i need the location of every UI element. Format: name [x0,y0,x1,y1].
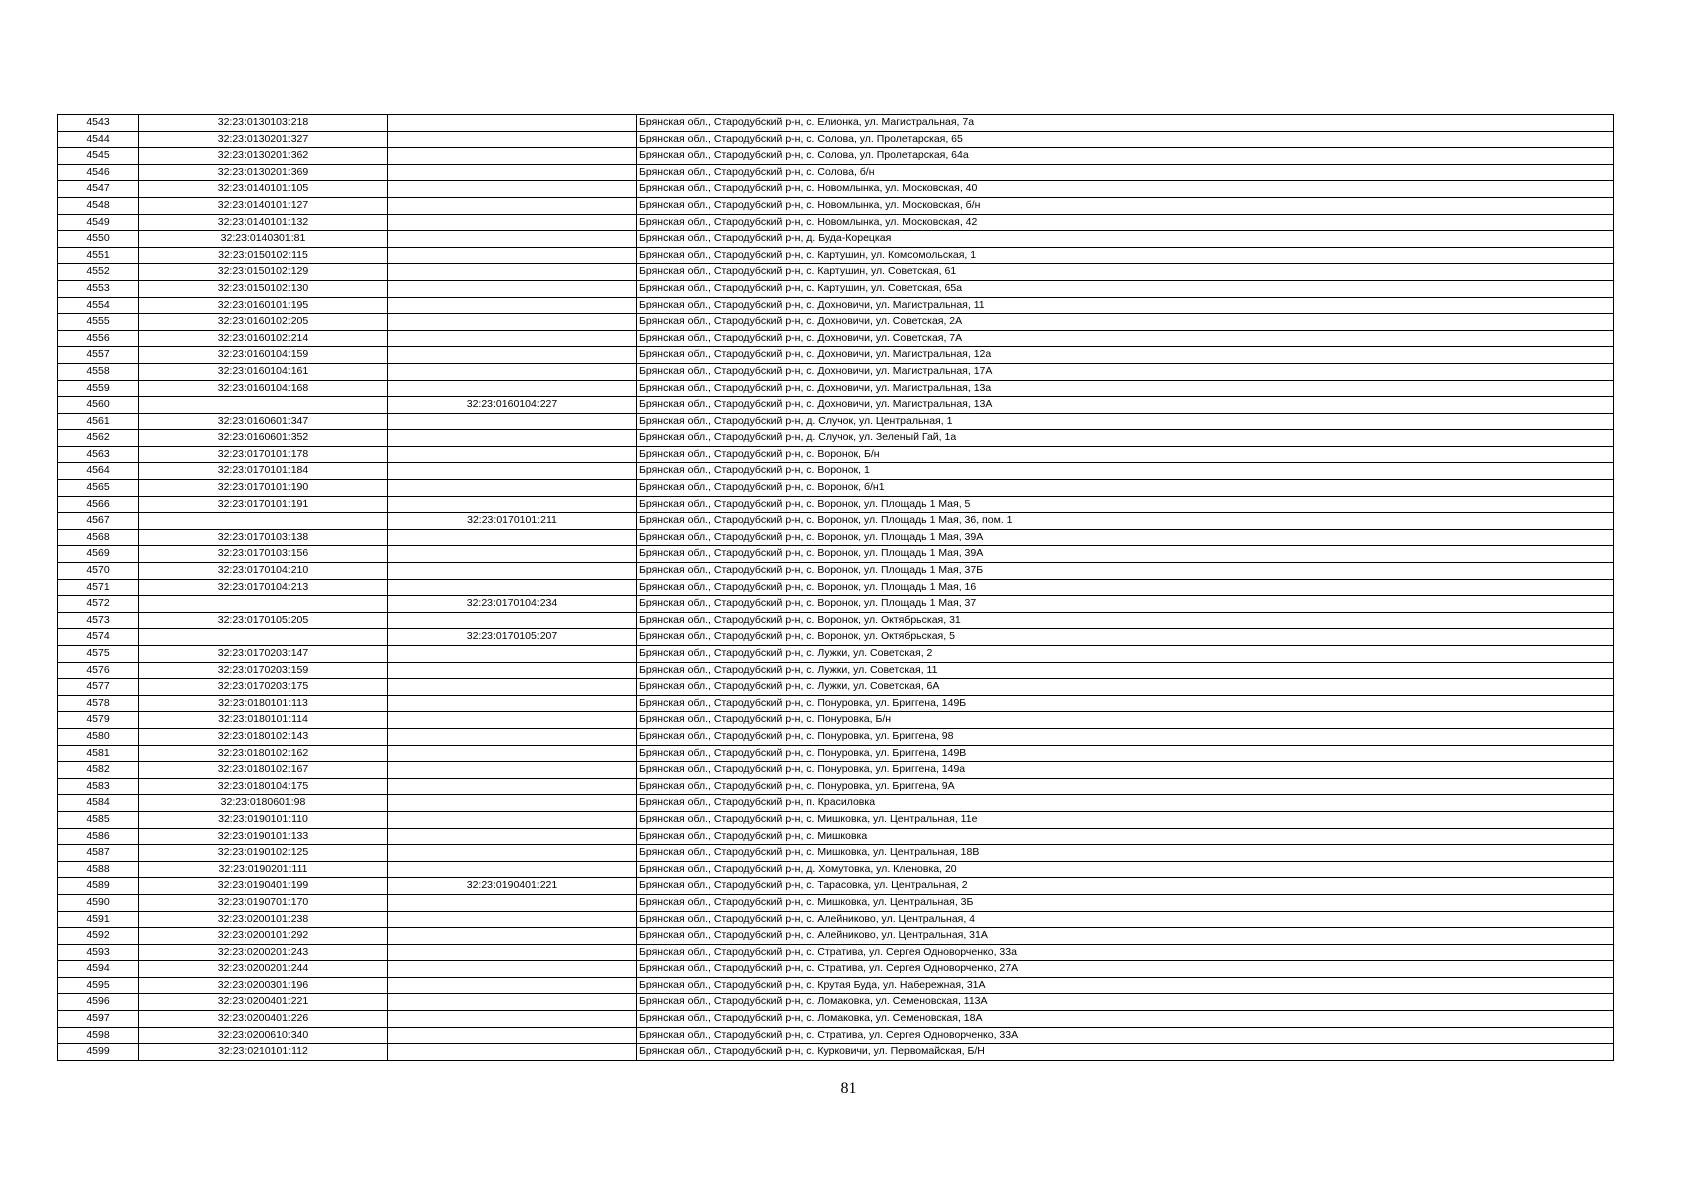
row-number-cell: 4579 [58,712,139,729]
table-row [58,977,1614,994]
cadastral-number-alt-cell [388,612,637,629]
cadastral-number-cell: 32:23:0200610:340 [139,1027,388,1044]
row-number-cell: 4578 [58,695,139,712]
cadastral-number-alt-cell [388,181,637,198]
address-cell: Брянская обл., Стародубский р-н, с. Воронок, 1 [637,463,1614,480]
table-row [58,944,1614,961]
address-cell: Брянская обл., Стародубский р-н, с. Лужки, ул. Советская, 2 [637,646,1614,663]
row-number-cell: 4568 [58,529,139,546]
row-number-cell: 4557 [58,347,139,364]
cadastral-number-alt-cell [388,148,637,165]
cadastral-number-alt-cell [388,546,637,563]
table-row [58,480,1614,497]
table-row [58,314,1614,331]
table-row [58,612,1614,629]
cadastral-number-alt-cell [388,297,637,314]
cadastral-number-alt-cell [388,164,637,181]
table-row [58,1027,1614,1044]
row-number-cell: 4564 [58,463,139,480]
table-row [58,928,1614,945]
cadastral-number-alt-cell: 32:23:0170101:211 [388,513,637,530]
cadastral-number-alt-cell [388,695,637,712]
cadastral-number-alt-cell: 32:23:0160104:227 [388,397,637,414]
table-row [58,380,1614,397]
address-cell: Брянская обл., Стародубский р-н, с. Картушин, ул. Советская, 65а [637,280,1614,297]
address-cell: Брянская обл., Стародубский р-н, с. Дохновичи, ул. Магистральная, 13А [637,397,1614,414]
address-cell: Брянская обл., Стародубский р-н, с. Новомлынка, ул. Московская, 40 [637,181,1614,198]
address-cell: Брянская обл., Стародубский р-н, с. Солова, ул. Пролетарская, 65 [637,131,1614,148]
cadastral-number-cell: 32:23:0180102:143 [139,728,388,745]
cadastral-number-alt-cell [388,330,637,347]
row-number-cell: 4567 [58,513,139,530]
table-row [58,330,1614,347]
address-cell: Брянская обл., Стародубский р-н, с. Дохновичи, ул. Магистральная, 17А [637,363,1614,380]
address-cell: Брянская обл., Стародубский р-н, с. Картушин, ул. Советская, 61 [637,264,1614,281]
cadastral-number-alt-cell [388,231,637,248]
cadastral-number-cell: 32:23:0170101:184 [139,463,388,480]
cadastral-number-cell: 32:23:0170203:175 [139,679,388,696]
table-row [58,795,1614,812]
cadastral-number-cell: 32:23:0180102:167 [139,762,388,779]
table-row [58,745,1614,762]
table-row [58,164,1614,181]
cadastral-number-cell: 32:23:0160601:352 [139,430,388,447]
cadastral-number-alt-cell [388,662,637,679]
cadastral-number-cell: 32:23:0140101:127 [139,197,388,214]
cadastral-number-cell: 32:23:0140101:132 [139,214,388,231]
address-cell: Брянская обл., Стародубский р-н, с. Стратива, ул. Сергея Одноворченко, 33А [637,1027,1614,1044]
cadastral-number-alt-cell: 32:23:0170104:234 [388,596,637,613]
row-number-cell: 4583 [58,778,139,795]
cadastral-number-alt-cell [388,944,637,961]
address-cell: Брянская обл., Стародубский р-н, с. Воронок, ул. Площадь 1 Мая, 37 [637,596,1614,613]
row-number-cell: 4562 [58,430,139,447]
address-cell: Брянская обл., Стародубский р-н, с. Понуровка, ул. Бриггена, 98 [637,728,1614,745]
cadastral-number-alt-cell [388,363,637,380]
cadastral-number-cell: 32:23:0150102:129 [139,264,388,281]
address-cell: Брянская обл., Стародубский р-н, с. Картушин, ул. Комсомольская, 1 [637,247,1614,264]
row-number-cell: 4584 [58,795,139,812]
registry-table-body [58,115,1614,1061]
cadastral-number-cell: 32:23:0160601:347 [139,413,388,430]
cadastral-number-cell: 32:23:0150102:130 [139,280,388,297]
row-number-cell: 4571 [58,579,139,596]
row-number-cell: 4566 [58,496,139,513]
table-row [58,695,1614,712]
cadastral-number-cell [139,513,388,530]
table-row [58,712,1614,729]
cadastral-number-cell: 32:23:0190102:125 [139,845,388,862]
cadastral-number-cell: 32:23:0190201:111 [139,861,388,878]
cadastral-number-alt-cell [388,115,637,132]
address-cell: Брянская обл., Стародубский р-н, с. Понуровка, Б/н [637,712,1614,729]
cadastral-number-cell: 32:23:0210101:112 [139,1044,388,1061]
table-row [58,513,1614,530]
cadastral-number-cell: 32:23:0180101:113 [139,695,388,712]
row-number-cell: 4582 [58,762,139,779]
cadastral-number-alt-cell [388,380,637,397]
table-row [58,728,1614,745]
address-cell: Брянская обл., Стародубский р-н, с. Воронок, ул. Октябрьская, 31 [637,612,1614,629]
row-number-cell: 4563 [58,446,139,463]
address-cell: Брянская обл., Стародубский р-н, с. Крутая Буда, ул. Набережная, 31А [637,977,1614,994]
address-cell: Брянская обл., Стародубский р-н, с. Ломаковка, ул. Семеновская, 113А [637,994,1614,1011]
row-number-cell: 4592 [58,928,139,945]
cadastral-number-cell: 32:23:0140101:105 [139,181,388,198]
address-cell: Брянская обл., Стародубский р-н, с. Тарасовка, ул. Центральная, 2 [637,878,1614,895]
address-cell: Брянская обл., Стародубский р-н, с. Воронок, ул. Площадь 1 Мая, 39А [637,529,1614,546]
row-number-cell: 4575 [58,646,139,663]
cadastral-number-alt-cell [388,347,637,364]
row-number-cell: 4572 [58,596,139,613]
table-row [58,446,1614,463]
table-row [58,529,1614,546]
cadastral-number-cell: 32:23:0160104:161 [139,363,388,380]
address-cell: Брянская обл., Стародубский р-н, с. Дохновичи, ул. Магистральная, 12а [637,347,1614,364]
table-row [58,430,1614,447]
row-number-cell: 4560 [58,397,139,414]
table-row [58,596,1614,613]
address-cell: Брянская обл., Стародубский р-н, с. Солова, б/н [637,164,1614,181]
row-number-cell: 4544 [58,131,139,148]
table-row [58,297,1614,314]
cadastral-number-alt-cell [388,911,637,928]
cadastral-number-alt-cell [388,828,637,845]
cadastral-number-cell: 32:23:0170101:190 [139,480,388,497]
row-number-cell: 4558 [58,363,139,380]
address-cell: Брянская обл., Стародубский р-н, д. Случок, ул. Центральная, 1 [637,413,1614,430]
address-cell: Брянская обл., Стародубский р-н, с. Воронок, ул. Площадь 1 Мая, 5 [637,496,1614,513]
row-number-cell: 4570 [58,563,139,580]
address-cell: Брянская обл., Стародубский р-н, с. Воронок, ул. Площадь 1 Мая, 37Б [637,563,1614,580]
row-number-cell: 4585 [58,811,139,828]
row-number-cell: 4561 [58,413,139,430]
cadastral-number-alt-cell [388,264,637,281]
cadastral-number-alt-cell [388,745,637,762]
row-number-cell: 4586 [58,828,139,845]
cadastral-number-alt-cell [388,977,637,994]
row-number-cell: 4589 [58,878,139,895]
cadastral-number-cell: 32:23:0150102:115 [139,247,388,264]
cadastral-number-alt-cell [388,811,637,828]
address-cell: Брянская обл., Стародубский р-н, с. Лужки, ул. Советская, 6А [637,679,1614,696]
row-number-cell: 4580 [58,728,139,745]
address-cell: Брянская обл., Стародубский р-н, с. Дохновичи, ул. Советская, 2А [637,314,1614,331]
cadastral-number-cell: 32:23:0170105:205 [139,612,388,629]
cadastral-number-alt-cell [388,247,637,264]
row-number-cell: 4543 [58,115,139,132]
cadastral-number-cell [139,397,388,414]
address-cell: Брянская обл., Стародубский р-н, с. Алейниково, ул. Центральная, 4 [637,911,1614,928]
cadastral-number-alt-cell [388,762,637,779]
cadastral-number-cell: 32:23:0200201:244 [139,961,388,978]
cadastral-number-alt-cell [388,1027,637,1044]
table-row [58,861,1614,878]
cadastral-number-alt-cell [388,1044,637,1061]
cadastral-number-cell: 32:23:0170101:191 [139,496,388,513]
cadastral-number-alt-cell [388,314,637,331]
table-row [58,563,1614,580]
row-number-cell: 4556 [58,330,139,347]
row-number-cell: 4548 [58,197,139,214]
address-cell: Брянская обл., Стародубский р-н, с. Воронок, ул. Площадь 1 Мая, 39А [637,546,1614,563]
row-number-cell: 4576 [58,662,139,679]
address-cell: Брянская обл., Стародубский р-н, с. Мишковка, ул. Центральная, 11е [637,811,1614,828]
row-number-cell: 4550 [58,231,139,248]
row-number-cell: 4598 [58,1027,139,1044]
address-cell: Брянская обл., Стародубский р-н, д. Хомутовка, ул. Кленовка, 20 [637,861,1614,878]
row-number-cell: 4591 [58,911,139,928]
cadastral-number-alt-cell [388,1011,637,1028]
cadastral-number-cell [139,596,388,613]
cadastral-number-cell: 32:23:0160102:214 [139,330,388,347]
table-row [58,646,1614,663]
address-cell: Брянская обл., Стародубский р-н, с. Воронок, ул. Площадь 1 Мая, 16 [637,579,1614,596]
address-cell: Брянская обл., Стародубский р-н, с. Стратива, ул. Сергея Одноворченко, 27А [637,961,1614,978]
table-row [58,994,1614,1011]
cadastral-number-alt-cell [388,961,637,978]
cadastral-number-cell: 32:23:0160101:195 [139,297,388,314]
address-cell: Брянская обл., Стародубский р-н, с. Понуровка, ул. Бриггена, 149Б [637,695,1614,712]
table-row [58,397,1614,414]
address-cell: Брянская обл., Стародубский р-н, с. Ломаковка, ул. Семеновская, 18А [637,1011,1614,1028]
cadastral-number-cell: 32:23:0190701:170 [139,894,388,911]
cadastral-number-alt-cell [388,994,637,1011]
cadastral-number-cell: 32:23:0170104:210 [139,563,388,580]
table-row [58,231,1614,248]
row-number-cell: 4551 [58,247,139,264]
address-cell: Брянская обл., Стародубский р-н, с. Воронок, ул. Октябрьская, 5 [637,629,1614,646]
cadastral-number-cell: 32:23:0200401:221 [139,994,388,1011]
cadastral-number-cell: 32:23:0170101:178 [139,446,388,463]
address-cell: Брянская обл., Стародубский р-н, с. Воронок, б/н1 [637,480,1614,497]
cadastral-number-cell: 32:23:0170103:138 [139,529,388,546]
row-number-cell: 4593 [58,944,139,961]
address-cell: Брянская обл., Стародубский р-н, с. Понуровка, ул. Бриггена, 149В [637,745,1614,762]
cadastral-number-cell: 32:23:0200201:243 [139,944,388,961]
cadastral-number-cell: 32:23:0180601:98 [139,795,388,812]
cadastral-number-alt-cell [388,197,637,214]
row-number-cell: 4547 [58,181,139,198]
cadastral-number-cell: 32:23:0200101:238 [139,911,388,928]
row-number-cell: 4555 [58,314,139,331]
table-row [58,778,1614,795]
table-row [58,629,1614,646]
address-cell: Брянская обл., Стародубский р-н, д. Случок, ул. Зеленый Гай, 1а [637,430,1614,447]
address-cell: Брянская обл., Стародубский р-н, с. Воронок, ул. Площадь 1 Мая, 36, пом. 1 [637,513,1614,530]
table-row [58,181,1614,198]
cadastral-number-cell: 32:23:0170203:147 [139,646,388,663]
cadastral-number-alt-cell [388,894,637,911]
cadastral-number-cell: 32:23:0140301:81 [139,231,388,248]
cadastral-number-alt-cell [388,728,637,745]
cadastral-number-alt-cell [388,679,637,696]
table-row [58,579,1614,596]
row-number-cell: 4595 [58,977,139,994]
address-cell: Брянская обл., Стародубский р-н, с. Стратива, ул. Сергея Одноворченко, 33а [637,944,1614,961]
cadastral-number-cell: 32:23:0170104:213 [139,579,388,596]
cadastral-number-cell: 32:23:0190401:199 [139,878,388,895]
cadastral-number-alt-cell [388,861,637,878]
cadastral-number-alt-cell [388,579,637,596]
cadastral-number-alt-cell [388,778,637,795]
table-row [58,961,1614,978]
table-row [58,463,1614,480]
cadastral-number-alt-cell [388,214,637,231]
address-cell: Брянская обл., Стародубский р-н, с. Новомлынка, ул. Московская, б/н [637,197,1614,214]
row-number-cell: 4549 [58,214,139,231]
table-row [58,911,1614,928]
row-number-cell: 4554 [58,297,139,314]
registry-table [57,114,1614,1061]
row-number-cell: 4553 [58,280,139,297]
table-row [58,1011,1614,1028]
row-number-cell: 4545 [58,148,139,165]
row-number-cell: 4573 [58,612,139,629]
cadastral-number-cell: 32:23:0130201:327 [139,131,388,148]
address-cell: Брянская обл., Стародубский р-н, с. Елионка, ул. Магистральная, 7а [637,115,1614,132]
address-cell: Брянская обл., Стародубский р-н, с. Мишковка [637,828,1614,845]
address-cell: Брянская обл., Стародубский р-н, с. Дохновичи, ул. Магистральная, 13а [637,380,1614,397]
cadastral-number-alt-cell [388,646,637,663]
address-cell: Брянская обл., Стародубский р-н, с. Дохновичи, ул. Советская, 7А [637,330,1614,347]
address-cell: Брянская обл., Стародубский р-н, с. Лужки, ул. Советская, 11 [637,662,1614,679]
address-cell: Брянская обл., Стародубский р-н, с. Мишковка, ул. Центральная, 3Б [637,894,1614,911]
row-number-cell: 4594 [58,961,139,978]
row-number-cell: 4587 [58,845,139,862]
cadastral-number-cell: 32:23:0170103:156 [139,546,388,563]
address-cell: Брянская обл., Стародубский р-н, с. Мишковка, ул. Центральная, 18В [637,845,1614,862]
cadastral-number-alt-cell [388,795,637,812]
cadastral-number-cell: 32:23:0130201:369 [139,164,388,181]
row-number-cell: 4596 [58,994,139,1011]
cadastral-number-alt-cell [388,529,637,546]
cadastral-number-cell: 32:23:0170203:159 [139,662,388,679]
address-cell: Брянская обл., Стародубский р-н, с. Курковичи, ул. Первомайская, Б/Н [637,1044,1614,1061]
row-number-cell: 4577 [58,679,139,696]
table-row [58,131,1614,148]
table-row [58,148,1614,165]
cadastral-number-cell [139,629,388,646]
row-number-cell: 4574 [58,629,139,646]
table-row [58,878,1614,895]
address-cell: Брянская обл., Стародубский р-н, с. Алейниково, ул. Центральная, 31А [637,928,1614,945]
cadastral-number-cell: 32:23:0200301:196 [139,977,388,994]
table-row [58,115,1614,132]
table-row [58,413,1614,430]
row-number-cell: 4581 [58,745,139,762]
cadastral-number-cell: 32:23:0190101:110 [139,811,388,828]
cadastral-number-cell: 32:23:0180102:162 [139,745,388,762]
table-row [58,546,1614,563]
cadastral-number-alt-cell [388,413,637,430]
cadastral-number-alt-cell [388,845,637,862]
cadastral-number-alt-cell [388,430,637,447]
cadastral-number-alt-cell [388,131,637,148]
cadastral-number-alt-cell [388,480,637,497]
table-row [58,280,1614,297]
table-row [58,662,1614,679]
table-row [58,1044,1614,1061]
address-cell: Брянская обл., Стародубский р-н, с. Понуровка, ул. Бриггена, 9А [637,778,1614,795]
address-cell: Брянская обл., Стародубский р-н, с. Понуровка, ул. Бриггена, 149а [637,762,1614,779]
row-number-cell: 4565 [58,480,139,497]
cadastral-number-alt-cell [388,280,637,297]
cadastral-number-cell: 32:23:0160102:205 [139,314,388,331]
cadastral-number-cell: 32:23:0200101:292 [139,928,388,945]
row-number-cell: 4559 [58,380,139,397]
row-number-cell: 4588 [58,861,139,878]
row-number-cell: 4597 [58,1011,139,1028]
table-row [58,347,1614,364]
table-row [58,496,1614,513]
table-row [58,363,1614,380]
row-number-cell: 4546 [58,164,139,181]
address-cell: Брянская обл., Стародубский р-н, с. Дохновичи, ул. Магистральная, 11 [637,297,1614,314]
table-row [58,762,1614,779]
table-row [58,264,1614,281]
table-row [58,845,1614,862]
address-cell: Брянская обл., Стародубский р-н, с. Новомлынка, ул. Московская, 42 [637,214,1614,231]
row-number-cell: 4590 [58,894,139,911]
page-number: 81 [840,1080,857,1097]
table-row [58,828,1614,845]
cadastral-number-alt-cell [388,928,637,945]
table-row [58,197,1614,214]
row-number-cell: 4552 [58,264,139,281]
table-row [58,214,1614,231]
table-row [58,679,1614,696]
address-cell: Брянская обл., Стародубский р-н, с. Солова, ул. Пролетарская, 64а [637,148,1614,165]
cadastral-number-alt-cell [388,712,637,729]
cadastral-number-alt-cell [388,463,637,480]
cadastral-number-alt-cell: 32:23:0190401:221 [388,878,637,895]
table-row [58,894,1614,911]
cadastral-number-cell: 32:23:0190101:133 [139,828,388,845]
cadastral-number-cell: 32:23:0160104:168 [139,380,388,397]
cadastral-number-cell: 32:23:0130201:362 [139,148,388,165]
table-row [58,247,1614,264]
table-row [58,811,1614,828]
address-cell: Брянская обл., Стародубский р-н, с. Воронок, Б/н [637,446,1614,463]
cadastral-number-alt-cell [388,563,637,580]
cadastral-number-cell: 32:23:0180104:175 [139,778,388,795]
cadastral-number-alt-cell [388,446,637,463]
cadastral-number-cell: 32:23:0130103:218 [139,115,388,132]
cadastral-number-cell: 32:23:0180101:114 [139,712,388,729]
cadastral-number-alt-cell: 32:23:0170105:207 [388,629,637,646]
row-number-cell: 4599 [58,1044,139,1061]
address-cell: Брянская обл., Стародубский р-н, д. Буда-Корецкая [637,231,1614,248]
address-cell: Брянская обл., Стародубский р-н, п. Красиловка [637,795,1614,812]
cadastral-number-cell: 32:23:0200401:226 [139,1011,388,1028]
cadastral-number-alt-cell [388,496,637,513]
cadastral-number-cell: 32:23:0160104:159 [139,347,388,364]
row-number-cell: 4569 [58,546,139,563]
